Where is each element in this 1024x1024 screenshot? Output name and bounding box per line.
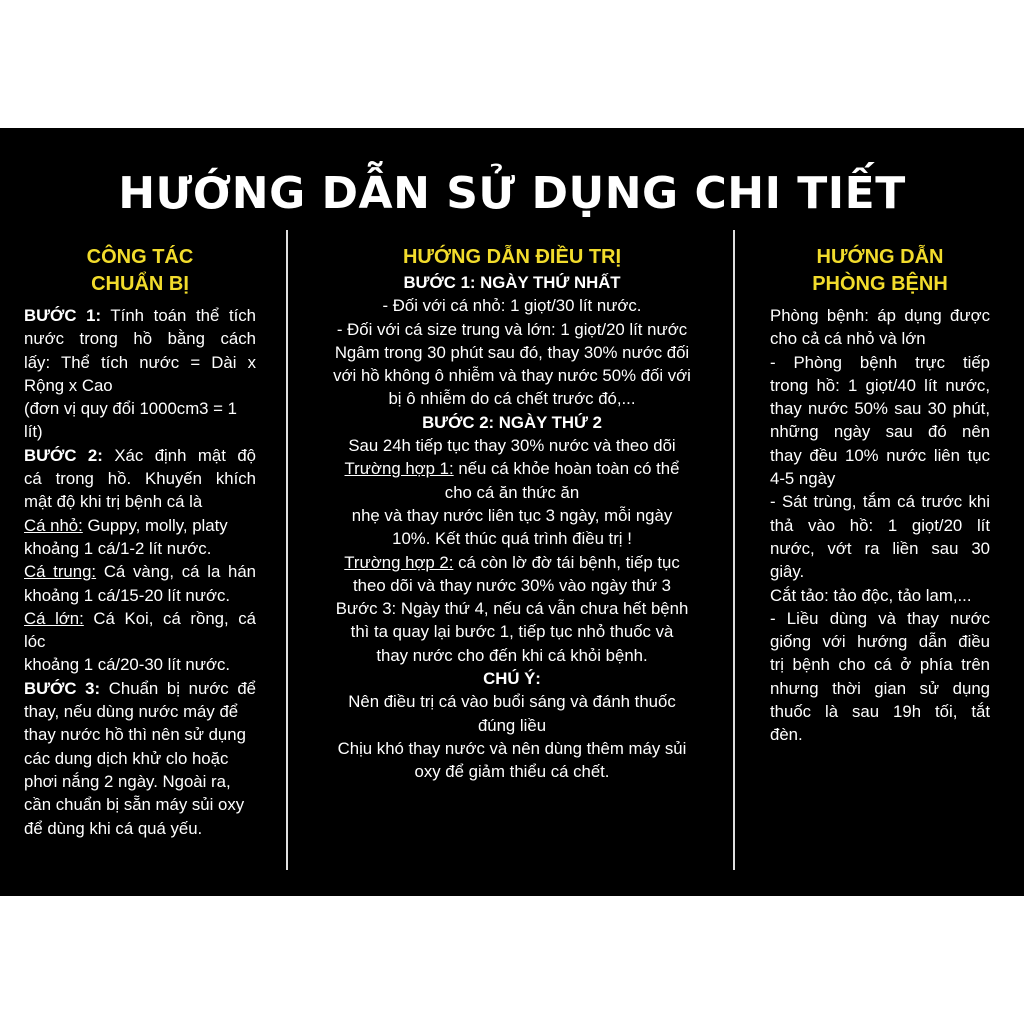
instruction-panel <box>0 128 1024 896</box>
small-fish-line: Cá nhỏ: Guppy, molly, platy <box>24 515 228 535</box>
treatment-heading: HƯỚNG DẪN ĐIỀU TRỊ <box>402 246 622 268</box>
text-line: theo dõi và thay nước 30% vào ngày thứ 3 <box>352 575 672 595</box>
case1-line: Trường hợp 1: nếu cá khỏe hoàn toàn có thể <box>344 459 680 479</box>
text-line: lít) <box>24 422 43 442</box>
text-line: (đơn vị quy đổi 1000cm3 = 1 <box>24 399 237 419</box>
text-line: để dùng khi cá quá yếu. <box>24 818 203 838</box>
text-line: Cắt tảo: tảo độc, tảo lam,... <box>770 585 972 605</box>
text-line: khoảng 1 cá/20-30 lít nước. <box>24 655 231 675</box>
text-line: - Phòng bệnh trực tiếp <box>770 352 990 372</box>
large-fish-line: Cá lớn: Cá Koi, cá rồng, cá <box>24 608 256 628</box>
text-line: - Đối với cá nhỏ: 1 giọt/30 lít nước. <box>382 296 642 316</box>
column-divider-left <box>286 230 288 870</box>
text-line: bị ô nhiễm do cá chết trước đó,... <box>388 389 636 409</box>
text-line: các dung dịch khử clo hoặc <box>24 748 229 768</box>
text-line: nước trong hồ bằng cách <box>24 329 256 349</box>
medium-fish-line: Cá trung: Cá vàng, cá la hán <box>24 562 256 582</box>
text-line: cho cả cá nhỏ và lớn <box>770 329 926 349</box>
text-line: thuốc là sau 19h tối, tắt <box>770 702 990 722</box>
text-line: Rộng x Cao <box>24 375 113 395</box>
text-line: - Sát trùng, tắm cá trước khi <box>770 492 990 512</box>
text-line: Sau 24h tiếp tục thay 30% nước và theo dõi <box>348 436 676 456</box>
main-title: HƯỚNG DẪN SỬ DỤNG CHI TIẾT <box>118 168 906 219</box>
text-line: 10%. Kết thúc quá trình điều trị ! <box>392 529 632 549</box>
step2-line: BƯỚC 2: Xác định mật độ <box>24 445 256 465</box>
text-line: - Đối với cá size trung và lớn: 1 giọt/20 lít nước <box>336 319 688 339</box>
text-line: lóc <box>24 632 46 652</box>
text-line: cần chuẩn bị sẵn máy sủi oxy <box>24 795 245 815</box>
text-line: thả vào hồ: 1 giọt/20 lít <box>770 515 990 535</box>
text-line: thay nước cho đến khi cá khỏi bệnh. <box>376 645 648 665</box>
text-line: khoảng 1 cá/15-20 lít nước. <box>24 585 231 605</box>
text-line: Bước 3: Ngày thứ 4, nếu cá vẫn chưa hết bệnh <box>335 599 689 619</box>
text-line: trị bệnh cho cá ở phía trên <box>770 655 990 675</box>
preparation-heading: CÔNG TÁC CHUẨN BỊ <box>86 246 194 295</box>
text-line: Phòng bệnh: áp dụng được <box>770 306 990 325</box>
text-line: đèn. <box>770 725 803 745</box>
step1-title: BƯỚC 1: NGÀY THỨ NHẤT <box>403 273 621 292</box>
text-line: oxy để giảm thiểu cá chết. <box>414 762 610 782</box>
text-line: nhẹ và thay nước liên tục 3 ngày, mỗi ngày <box>351 505 673 525</box>
text-line: mật độ khi trị bệnh cá là <box>24 492 203 512</box>
text-line: khoảng 1 cá/1-2 lít nước. <box>24 538 212 558</box>
step2-title: BƯỚC 2: NGÀY THỨ 2 <box>422 412 602 432</box>
step3-line: BƯỚC 3: Chuẩn bị nước để <box>24 678 256 698</box>
text-line: thay nước 50% sau 30 phút, <box>770 399 990 419</box>
text-line: đúng liều <box>477 715 547 735</box>
text-line: Nên điều trị cá vào buổi sáng và đánh thuốc <box>348 692 676 712</box>
text-line: giống với hướng dẫn điều <box>770 632 990 652</box>
treatment-column <box>312 244 712 784</box>
text-line: cho cá ăn thức ăn <box>444 482 580 502</box>
note-title: CHÚ Ý: <box>483 669 541 689</box>
text-line: Chịu khó thay nước và nên dùng thêm máy sủi <box>337 738 687 758</box>
text-line: thì ta quay lại bước 1, tiếp tục nhỏ thuốc và <box>350 622 674 642</box>
column-divider-right <box>733 230 735 870</box>
text-line: 4-5 ngày <box>770 469 836 489</box>
prevention-column <box>770 244 990 747</box>
text-line: nhưng thời gian sử dụng <box>770 678 990 698</box>
text-line: thay nước hồ thì nên sử dụng <box>24 725 246 745</box>
prevention-heading: HƯỚNG DẪN PHÒNG BỆNH <box>812 246 948 295</box>
text-line: những ngày sau đó nên <box>770 422 990 442</box>
text-line: giây. <box>770 562 805 582</box>
text-line: - Liều dùng và thay nước <box>770 608 990 628</box>
text-line: nước, vớt ra liền sau 30 <box>770 538 990 558</box>
text-line: cá trong hồ. Khuyến khích <box>24 469 256 489</box>
text-line: thay đều 10% nước liên tục <box>770 445 990 465</box>
text-line: phơi nắng 2 ngày. Ngoài ra, <box>24 771 231 791</box>
text-line: Ngâm trong 30 phút sau đó, thay 30% nước đối <box>334 342 690 362</box>
text-line: với hồ không ô nhiễm và thay nước 50% đối với <box>333 366 691 386</box>
case2-line: Trường hợp 2: cá còn lờ đờ tái bệnh, tiếp tục <box>344 552 680 572</box>
text-line: trong hồ: 1 giọt/40 lít nước, <box>770 375 990 395</box>
preparation-column <box>24 244 256 840</box>
text-line: thay, nếu dùng nước máy để <box>24 702 239 722</box>
text-line: lấy: Thể tích nước = Dài x <box>24 352 256 372</box>
step1-line: BƯỚC 1: Tính toán thể tích <box>24 306 257 325</box>
